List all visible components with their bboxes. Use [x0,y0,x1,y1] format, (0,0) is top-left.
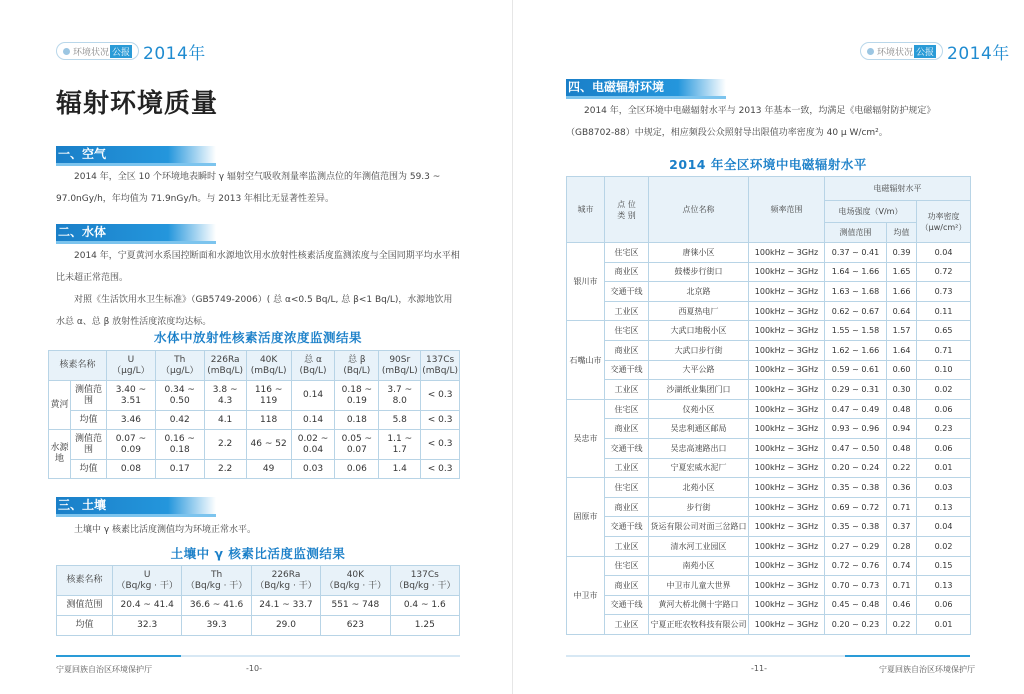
value-cell: < 0.3 [421,430,460,460]
value-cell: 0.30 [887,380,917,400]
value-cell: 0.02 [917,536,971,556]
table-row [567,262,971,282]
value-cell: 南苑小区 [649,556,749,576]
table-row [567,595,971,615]
table-row [567,243,971,263]
value-cell: 0.71 [917,340,971,360]
report-logo [860,40,1010,62]
value-cell: 0.18 [335,411,379,430]
value-cell: 黄河大桥北侧十字路口 [649,595,749,615]
value-cell: 0.48 [887,399,917,419]
globe-icon [867,48,874,55]
soil-paragraph: 土壤中 γ 核素比活度测值均为环境正常水平。 [74,525,257,535]
value-cell: 0.29 ~ 0.31 [825,380,887,400]
value-cell: 0.39 [887,243,917,263]
header-cell-name: 90Sr [389,354,411,365]
header-cell-unit: (mBq/L) [207,365,243,376]
section-heading-em: 四、电磁辐射环境 [566,79,726,96]
value-cell: 交通干线 [605,517,649,537]
table-row [567,536,971,556]
value-cell: 49 [246,460,291,479]
header-cell [421,351,460,381]
value-cell: 0.69 ~ 0.72 [825,497,887,517]
header-cell-name: 137Cs [426,354,455,365]
value-cell: 0.10 [917,360,971,380]
footer-org: 宁夏回族自治区环境保护厅 [56,665,152,674]
value-cell: 0.01 [917,615,971,635]
value-cell: 0.13 [917,576,971,596]
value-cell: 吴忠利通区邮局 [649,419,749,439]
header-cell-unit: （Bq/kg · 干） [255,580,317,591]
brand-badge [860,42,943,60]
table-row [567,438,971,458]
header-cell-name: Th [174,354,186,365]
header-cell-name: 总 β [348,354,366,365]
table-row [567,497,971,517]
value-cell: 100kHz ~ 3GHz [749,399,825,419]
value-cell: 551 ~ 748 [321,596,390,616]
value-cell: 工业区 [605,615,649,635]
value-cell: 0.71 [887,497,917,517]
value-cell: 2.2 [204,460,246,479]
table-header-row [567,177,971,201]
table-row [567,340,971,360]
footer-rule [56,655,460,657]
value-cell: 工业区 [605,458,649,478]
value-cell: 100kHz ~ 3GHz [749,360,825,380]
value-cell: 100kHz ~ 3GHz [749,497,825,517]
header-cell: 核素名称 [57,566,113,596]
value-cell: 20.4 ~ 41.4 [113,596,182,616]
header-cell-unit: （Bq/kg · 干） [394,580,456,591]
header-cell-name: 总 α [304,354,322,365]
header-cell: 核素名称 [49,351,107,381]
value-cell: 0.60 [887,360,917,380]
value-cell: 0.27 ~ 0.29 [825,536,887,556]
value-cell: 0.08 [107,460,156,479]
table-row [567,282,971,302]
right-page [512,0,1024,694]
water-table-title: 水体中放射性核素活度浓度监测结果 [153,330,362,345]
report-logo [56,40,206,62]
header-cell: 电场强度（V/m） [825,201,917,223]
value-cell: 39.3 [182,616,251,636]
table-row [49,430,460,460]
value-cell: 商业区 [605,340,649,360]
header-cell-name: 226Ra [210,354,240,365]
value-cell: 1.63 ~ 1.68 [825,282,887,302]
value-cell: 46 ~ 52 [246,430,291,460]
value-cell: 0.22 [887,458,917,478]
value-cell: 3.46 [107,411,156,430]
table-row [57,596,460,616]
value-cell: 100kHz ~ 3GHz [749,301,825,321]
value-cell: 5.8 [379,411,421,430]
header-cell-unit: （Bq/kg · 干） [324,580,387,591]
value-cell: < 0.3 [421,411,460,430]
value-cell: 1.65 [887,262,917,282]
value-cell: 4.1 [204,411,246,430]
value-cell: 1.1 ~ 1.7 [379,430,421,460]
header-cell-unit: （μg/L） [112,365,150,376]
city-cell: 中卫市 [567,556,605,634]
air-paragraph: 2014 年，全区 10 个环境地表瞬时 γ 辐射空气吸收剂量率监测点位的年测值范围为 59.3 ~ 97.0nGy/h，年均值为 71.9nGy/h。与 2013 年相比无显著性差异。 [56,172,441,204]
footer-rule [566,655,970,657]
value-cell: 0.46 [887,595,917,615]
row-label: 均值 [71,460,107,479]
header-cell-name: 40K [259,354,278,365]
city-cell: 石嘴山市 [567,321,605,399]
table-row [567,301,971,321]
report-year: 2014年 [947,43,1010,64]
group-cell: 黄河 [49,381,71,430]
value-cell: 住宅区 [605,478,649,498]
header-cell-name: 226Ra [271,569,301,580]
value-cell: 0.37 [887,517,917,537]
value-cell: 沙湖纸业集团门口 [649,380,749,400]
value-cell: 100kHz ~ 3GHz [749,282,825,302]
value-cell: 0.73 [917,282,971,302]
header-cell [155,351,204,381]
row-label: 测值范围 [57,596,113,616]
header-cell-unit: （Bq/kg · 干） [116,580,178,591]
value-cell: 0.35 ~ 0.38 [825,478,887,498]
value-cell: 0.35 ~ 0.38 [825,517,887,537]
value-cell: 1.64 [887,340,917,360]
section-heading-water: 二、水体 [56,224,216,241]
city-cell: 吴忠市 [567,399,605,477]
page-number: -11- [751,664,767,673]
value-cell: 0.94 [887,419,917,439]
header-cell-unit: (Bq/L) [299,365,327,376]
value-cell: 吴忠高速路出口 [649,438,749,458]
value-cell: 100kHz ~ 3GHz [749,458,825,478]
table-row [49,460,460,479]
value-cell: 北京路 [649,282,749,302]
header-cell: 点位名称 [649,177,749,243]
header-cell-unit: (mBq/L) [250,365,287,376]
table-row [567,458,971,478]
header-cell [291,351,335,381]
table-row [567,615,971,635]
value-cell: 交通干线 [605,438,649,458]
value-cell: 100kHz ~ 3GHz [749,576,825,596]
value-cell: 0.06 [917,438,971,458]
value-cell: 0.20 ~ 0.24 [825,458,887,478]
value-cell: 0.14 [291,411,335,430]
value-cell: 0.01 [917,458,971,478]
report-year: 2014年 [143,43,206,64]
value-cell: 0.36 [887,478,917,498]
table-row [567,399,971,419]
value-cell: 0.42 [155,411,204,430]
value-cell: 0.74 [887,556,917,576]
value-cell: 1.55 ~ 1.58 [825,321,887,341]
header-cell: 城市 [567,177,605,243]
value-cell: 116 ~ 119 [246,381,291,411]
header-cell-name: 40K [346,569,365,580]
value-cell: 住宅区 [605,399,649,419]
value-cell: 100kHz ~ 3GHz [749,419,825,439]
value-cell: < 0.3 [421,460,460,479]
value-cell: 1.66 [887,282,917,302]
em-table-title: 2014 年全区环境中电磁辐射水平 [669,157,867,172]
header-cell [246,351,291,381]
value-cell: 1.62 ~ 1.66 [825,340,887,360]
value-cell: 0.22 [887,615,917,635]
value-cell: 住宅区 [605,556,649,576]
value-cell: 交通干线 [605,595,649,615]
header-cell: 点 位 类 别 [605,177,649,243]
value-cell: 32.3 [113,616,182,636]
header-cell [335,351,379,381]
value-cell: 0.15 [917,556,971,576]
value-cell: 1.25 [390,616,459,636]
soil-gamma-table [56,565,460,636]
value-cell: 0.34 ~ 0.50 [155,381,204,411]
brand-prefix: 环境状况 [877,47,914,58]
value-cell: 100kHz ~ 3GHz [749,438,825,458]
value-cell: 0.37 ~ 0.41 [825,243,887,263]
row-label: 均值 [71,411,107,430]
footer-org: 宁夏回族自治区环境保护厅 [879,665,975,674]
value-cell: 大武口地税小区 [649,321,749,341]
row-label: 均值 [57,616,113,636]
value-cell: 0.45 ~ 0.48 [825,595,887,615]
value-cell: 1.57 [887,321,917,341]
value-cell: 0.72 ~ 0.76 [825,556,887,576]
value-cell: 0.07 ~ 0.09 [107,430,156,460]
table-row [567,380,971,400]
header-cell [379,351,421,381]
table-header-row [57,566,460,596]
value-cell: 0.65 [917,321,971,341]
value-cell: 3.8 ~ 4.3 [204,381,246,411]
value-cell: 中卫市儿童大世界 [649,576,749,596]
value-cell: 0.70 ~ 0.73 [825,576,887,596]
table-row [567,321,971,341]
value-cell: 0.02 ~ 0.04 [291,430,335,460]
value-cell: 118 [246,411,291,430]
value-cell: 宁夏正旺农牧科技有限公司 [649,615,749,635]
value-cell: 0.05 ~ 0.07 [335,430,379,460]
table-row [567,419,971,439]
value-cell: 0.04 [917,517,971,537]
value-cell: 1.64 ~ 1.66 [825,262,887,282]
value-cell: < 0.3 [421,381,460,411]
table-row [49,381,460,411]
brand-highlight: 公报 [914,45,936,58]
header-cell [321,566,390,596]
value-cell: 工业区 [605,301,649,321]
value-cell: 0.4 ~ 1.6 [390,596,459,616]
header-cell-name: U [127,354,135,365]
row-label: 测值范围 [71,430,107,460]
value-cell: 商业区 [605,576,649,596]
value-cell: 1.4 [379,460,421,479]
value-cell: 0.13 [917,497,971,517]
header-cell [113,566,182,596]
value-cell: 唐徕小区 [649,243,749,263]
section-heading-air: 一、空气 [56,146,216,163]
header-cell-unit: （μg/L） [160,365,199,376]
header-cell-name: Th [210,569,223,580]
value-cell: 仪苑小区 [649,399,749,419]
group-cell: 水源地 [49,430,71,479]
header-cell [107,351,156,381]
value-cell: 0.62 ~ 0.67 [825,301,887,321]
value-cell: 36.6 ~ 41.6 [182,596,251,616]
value-cell: 鼓楼步行街口 [649,262,749,282]
value-cell: 0.14 [291,381,335,411]
header-cell-name: 137Cs [410,569,439,580]
value-cell: 100kHz ~ 3GHz [749,478,825,498]
em-paragraph: 2014 年，全区环境中电磁辐射水平与 2013 年基本一致，均满足《电磁辐射防护规定》（GB8702-88）中规定，相应频段公众照射导出限值功率密度为 40 μ W/cm²。 [566,106,936,138]
value-cell: 商业区 [605,419,649,439]
value-cell: 623 [321,616,390,636]
brand-prefix: 环境状况 [73,47,110,58]
value-cell: 29.0 [251,616,320,636]
value-cell: 0.71 [887,576,917,596]
value-cell: 清水河工业园区 [649,536,749,556]
value-cell: 2.2 [204,430,246,460]
value-cell: 住宅区 [605,243,649,263]
page-title: 辐射环境质量 [56,89,219,119]
brand-badge [56,42,139,60]
row-label: 测值范围 [71,381,107,411]
value-cell: 大平公路 [649,360,749,380]
value-cell: 0.03 [291,460,335,479]
table-row [567,360,971,380]
em-radiation-table [566,176,971,635]
value-cell: 0.02 [917,380,971,400]
value-cell: 100kHz ~ 3GHz [749,595,825,615]
value-cell: 0.28 [887,536,917,556]
value-cell: 3.7 ~ 8.0 [379,381,421,411]
value-cell: 100kHz ~ 3GHz [749,380,825,400]
value-cell: 3.40 ~ 3.51 [107,381,156,411]
globe-icon [63,48,70,55]
value-cell: 北苑小区 [649,478,749,498]
table-row [567,478,971,498]
header-cell: 测值范围 [825,223,887,243]
value-cell: 商业区 [605,262,649,282]
header-cell [204,351,246,381]
value-cell: 100kHz ~ 3GHz [749,321,825,341]
value-cell: 0.18 ~ 0.19 [335,381,379,411]
header-cell-unit: （Bq/kg · 干） [185,580,248,591]
value-cell: 0.03 [917,478,971,498]
value-cell: 0.17 [155,460,204,479]
value-cell: 住宅区 [605,321,649,341]
table-header-row [49,351,460,381]
brand-highlight: 公报 [110,45,132,58]
header-cell [182,566,251,596]
value-cell: 24.1 ~ 33.7 [251,596,320,616]
value-cell: 100kHz ~ 3GHz [749,340,825,360]
value-cell: 交通干线 [605,282,649,302]
value-cell: 西夏热电厂 [649,301,749,321]
header-cell: 功率密度 （μw/cm²） [917,201,971,243]
header-cell: 均值 [887,223,917,243]
value-cell: 工业区 [605,380,649,400]
water-paragraph: 2014 年，宁夏黄河水系国控断面和水源地饮用水放射性核素活度监测浓度与全国同期平均水平相比未超正常范围。 对照《生活饮用水卫生标准》（GB5749-2006）( 总 α<0.5 Bq/L, 总 β<1 Bq/L)，水源地饮用水总 α、总 β 放射性活度浓度均达标。 [56,251,460,327]
value-cell: 步行街 [649,497,749,517]
header-cell: 频率范围 [749,177,825,243]
header-cell [390,566,459,596]
header-cell-unit: (mBq/L) [381,365,418,376]
value-cell: 0.23 [917,419,971,439]
city-cell: 银川市 [567,243,605,321]
value-cell: 0.47 ~ 0.49 [825,399,887,419]
header-cell-name: U [143,569,151,580]
table-row [49,411,460,430]
value-cell: 0.16 ~ 0.18 [155,430,204,460]
value-cell: 100kHz ~ 3GHz [749,556,825,576]
city-cell: 固原市 [567,478,605,556]
value-cell: 100kHz ~ 3GHz [749,517,825,537]
value-cell: 0.04 [917,243,971,263]
value-cell: 100kHz ~ 3GHz [749,243,825,263]
page-number: -10- [246,664,262,673]
value-cell: 大武口步行街 [649,340,749,360]
header-cell [251,566,320,596]
soil-table-title: 土壤中 γ 核素比活度监测结果 [170,546,346,561]
water-radionuclide-table [48,350,460,479]
value-cell: 工业区 [605,536,649,556]
value-cell: 0.59 ~ 0.61 [825,360,887,380]
section-heading-soil: 三、土壤 [56,497,216,514]
value-cell: 0.06 [917,399,971,419]
value-cell: 货运有限公司对面三岔路口 [649,517,749,537]
header-cell: 电磁辐射水平 [825,177,971,201]
value-cell: 100kHz ~ 3GHz [749,262,825,282]
table-row [567,517,971,537]
table-row [57,616,460,636]
value-cell: 宁夏宏威水泥厂 [649,458,749,478]
value-cell: 0.48 [887,438,917,458]
value-cell: 交通干线 [605,360,649,380]
value-cell: 0.06 [917,595,971,615]
header-cell-unit: (Bq/L) [343,365,371,376]
value-cell: 0.11 [917,301,971,321]
value-cell: 0.72 [917,262,971,282]
value-cell: 0.47 ~ 0.50 [825,438,887,458]
value-cell: 100kHz ~ 3GHz [749,536,825,556]
value-cell: 0.06 [335,460,379,479]
table-row [567,576,971,596]
value-cell: 0.20 ~ 0.23 [825,615,887,635]
value-cell: 商业区 [605,497,649,517]
header-cell-unit: (mBq/L) [422,365,458,376]
table-row [567,556,971,576]
value-cell: 0.93 ~ 0.96 [825,419,887,439]
value-cell: 0.64 [887,301,917,321]
value-cell: 100kHz ~ 3GHz [749,615,825,635]
